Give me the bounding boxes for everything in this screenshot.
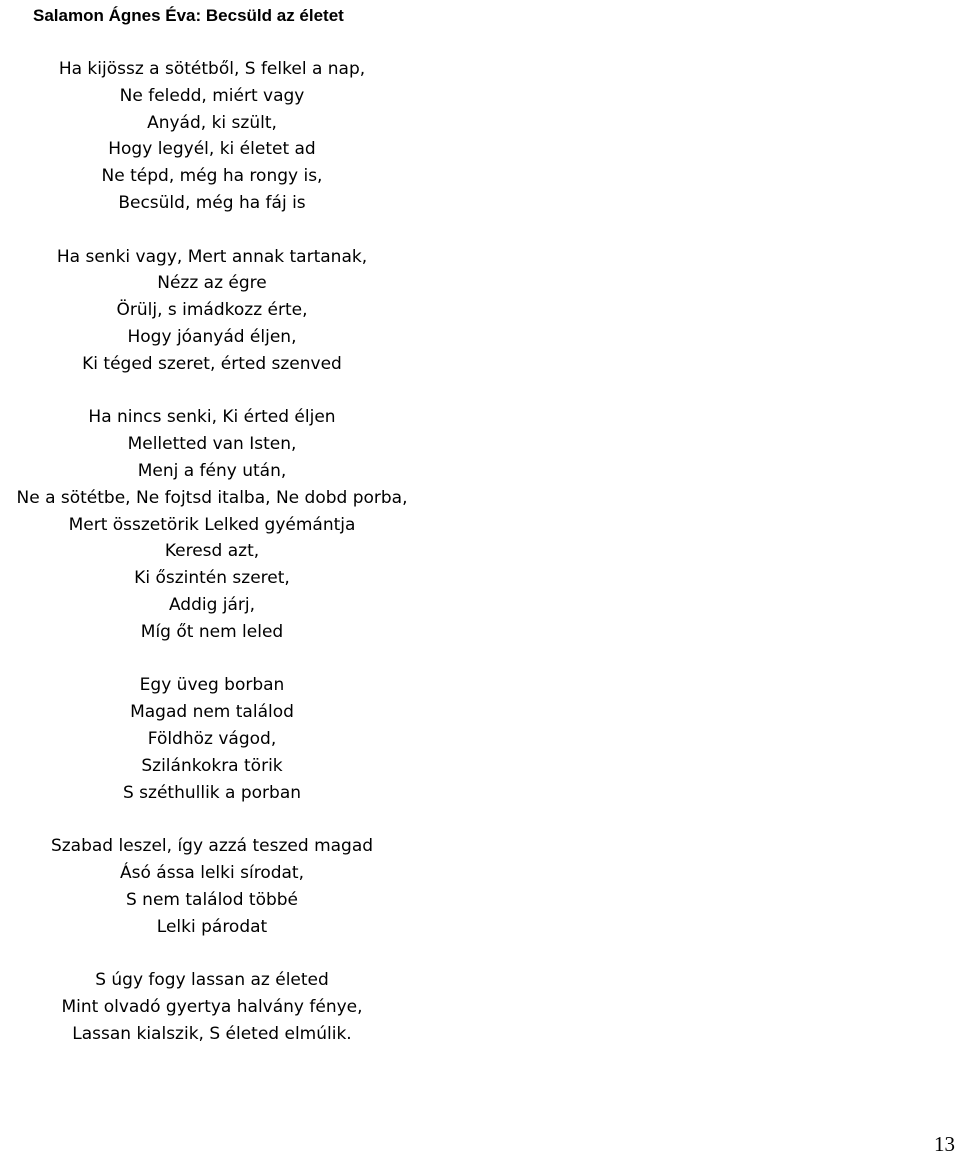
stanza xyxy=(0,672,424,806)
stanza xyxy=(0,967,424,1047)
poem-line: Hogy jóanyád éljen, xyxy=(127,326,297,347)
poem-line: Hogy legyél, ki életet ad xyxy=(108,139,316,160)
poem-line: S nem találod többé xyxy=(125,889,299,910)
poem-line: Ki őszintén szeret, xyxy=(134,568,290,589)
poem-title: Salamon Ágnes Éva: Becsüld az életet xyxy=(33,6,344,25)
poem-line: Lassan kialszik, S életed elmúlik. xyxy=(72,1023,352,1044)
poem-line: Ne a sötétbe, Ne fojtsd italba, Ne dobd porba, xyxy=(16,487,408,508)
poem-line: Örülj, s imádkozz érte, xyxy=(116,300,308,321)
poem-line: Mert összetörik Lelked gyémántja xyxy=(68,514,356,535)
poem-line: Ha senki vagy, Mert annak tartanak, xyxy=(56,246,368,267)
poem-line: S úgy fogy lassan az életed xyxy=(95,970,329,991)
poem-line: Anyád, ki szült, xyxy=(147,112,277,133)
poem-line: Ne tépd, még ha rongy is, xyxy=(101,166,323,187)
poem-line: Magad nem találod xyxy=(130,702,294,723)
stanza xyxy=(0,56,424,217)
poem-line: Ha nincs senki, Ki érted éljen xyxy=(88,407,336,428)
poem-line: Keresd azt, xyxy=(164,541,260,562)
poem-body xyxy=(0,56,424,1074)
poem-line: Becsüld, még ha fáj is xyxy=(118,192,306,213)
poem-line: Ha kijössz a sötétből, S felkel a nap, xyxy=(58,59,366,79)
stanza xyxy=(0,404,424,645)
poem-line: Ki téged szeret, érted szenved xyxy=(82,353,342,374)
stanza xyxy=(0,244,424,378)
poem-line: Nézz az égre xyxy=(157,273,267,294)
poem-line: Lelki párodat xyxy=(156,916,268,937)
poem-line: Ásó ássa lelki sírodat, xyxy=(120,862,304,883)
poem-line: Ne feledd, miért vagy xyxy=(119,85,305,106)
poem-line: Melletted van Isten, xyxy=(127,434,297,455)
poem-line: Szilánkokra törik xyxy=(141,755,283,776)
poem-line: S széthullik a porban xyxy=(122,782,302,803)
poem-line: Addig járj, xyxy=(168,594,256,615)
poem-line: Míg őt nem leled xyxy=(140,621,284,642)
poem-line: Földhöz vágod, xyxy=(147,728,277,749)
poem-line: Egy üveg borban xyxy=(139,675,285,696)
page-number: 13 xyxy=(934,1132,955,1156)
poem-line: Mint olvadó gyertya halvány fénye, xyxy=(61,996,363,1017)
poem-line: Szabad leszel, így azzá teszed magad xyxy=(50,836,374,857)
stanza xyxy=(0,833,424,940)
poem-line: Menj a fény után, xyxy=(137,460,287,481)
